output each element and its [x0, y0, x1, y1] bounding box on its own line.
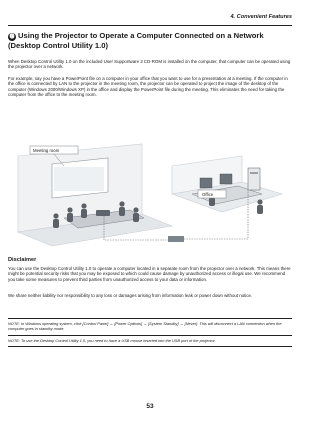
disclaimer-paragraph-2 [8, 293, 292, 298]
disclaimer-paragraph [8, 266, 292, 282]
heading-text: Using the Projector to Operate a Computer Connected on a Network (Desktop Control Utility 1.0) [8, 31, 264, 50]
section-header [8, 10, 292, 26]
disclaimer-text-1: You can use the Desktop Control Utility 1.0 to operate a computer located in a separate room from the projector over a network. This means there might be potential security risks that you may be exposed to which could cause damage by unauthorized access or illegal use. We recommend you take some measures to prevent third parties from unauthorized access to your data or information. [8, 266, 291, 282]
example-paragraph [8, 76, 292, 97]
note-divider [8, 318, 292, 319]
office-worker-icon [209, 197, 215, 206]
disclaimer-text-2: We share neither liability nor responsibility to any loss or damages arising from information leak or power down without notice. [8, 293, 253, 298]
example-text: For example, say you have a PowerPoint file on a computer in your office that you want to use for a presentation at a meeting. If the computer in the office is connected by LAN to the projector in the meeting room, the projector can be operated to project the image of the desktop of the computer (Windows 2000/Windows XP) in the office and display the PowerPoint file during the meeting. This eliminates the need for taking the computer from the office to the meeting room. [8, 76, 288, 98]
computer-tower-icon [248, 168, 260, 190]
section-title: 4. Convenient Features [230, 14, 292, 20]
page-number: 53 [146, 403, 154, 410]
note-divider [8, 335, 292, 336]
meeting-room-scene [18, 144, 172, 246]
note-usb-mouse: NOTE: To use the Desktop Control Utility 1.0, you need to have a USB mouse inserted into the USB port of the projector. [8, 338, 216, 343]
office-label: Office [202, 192, 214, 197]
page-title [8, 31, 292, 51]
network-illustration [12, 136, 288, 248]
note-standby: NOTE: In Windows operating system, click [Control Panel] → [Power Options] → [System Standby] → [Never]. This will disconnect a LAN connection when the computer goes in standby mode. [8, 321, 282, 331]
office-monitor-icon [200, 178, 212, 188]
note-divider [8, 346, 292, 347]
office-scene [168, 156, 282, 242]
meeting-room-label: Meeting room [33, 148, 60, 153]
office-monitor-icon [220, 174, 232, 184]
intro-text: When Desktop Control Utility 1.0 on the included User Supportware 3 CD-ROM is installed on the computer, that computer can be operated using the projector over a network. [8, 59, 291, 70]
intro-paragraph [8, 59, 292, 70]
projector-icon [96, 210, 110, 216]
step-number-badge: ⓬ [9, 34, 15, 40]
lan-hub-icon [168, 236, 184, 242]
disclaimer-heading: Disclaimer [8, 257, 37, 263]
